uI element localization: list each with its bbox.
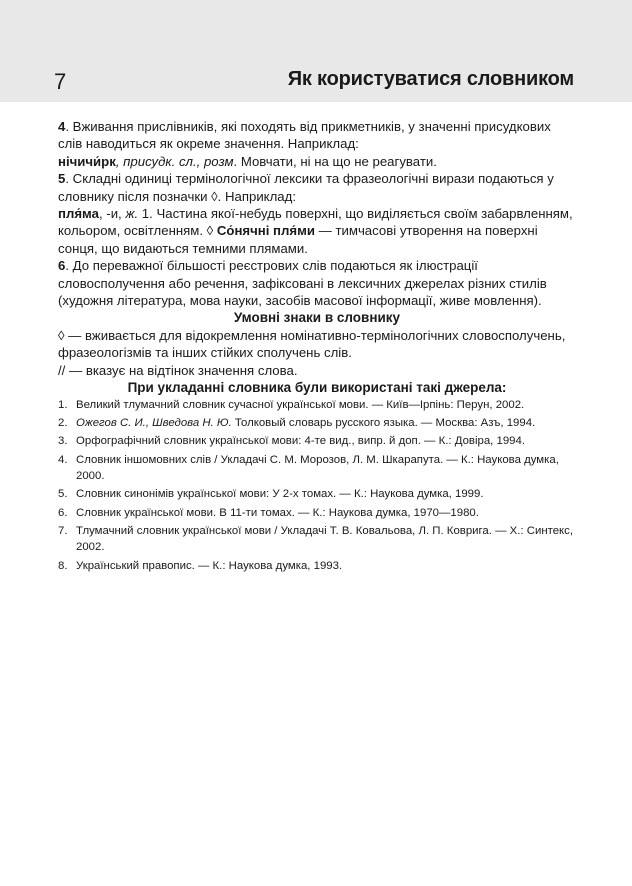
source-text: Толковый словарь русского языка. — Москва: Азъ, 1994. xyxy=(231,416,536,429)
example-definition: 1. Частина якої-небудь поверхні, що виділяється своїм забарвленням, кольором, освітленням. ◊ xyxy=(58,206,573,239)
rule-5 xyxy=(58,170,576,205)
page-content xyxy=(58,118,576,576)
source-number: 1. xyxy=(58,398,68,411)
rule-number: 5 xyxy=(58,171,66,187)
example-phrase: Со́нячні пля́ми xyxy=(216,223,315,239)
source-item xyxy=(58,433,576,449)
symbols-title: Умовні знаки в словнику xyxy=(233,310,401,326)
source-text: Словник української мови. В 11-ти томах. — К.: Наукова думка, 1970—1980. xyxy=(76,506,479,519)
source-number: 8. xyxy=(58,559,68,572)
sources-list xyxy=(58,397,576,574)
example-inflection: , -и, xyxy=(98,206,126,222)
source-item xyxy=(58,452,576,484)
rule-4-example xyxy=(58,153,576,170)
example-gender-label: ж. xyxy=(125,206,139,222)
source-author: Ожегов С. И., Шведова Н. Ю. xyxy=(76,416,232,429)
example-headword: нічичи́рк xyxy=(58,153,116,169)
rule-5-example xyxy=(58,205,576,257)
source-number: 6. xyxy=(58,506,68,519)
source-text: Словник синонімів української мови: У 2-х томах. — К.: Наукова думка, 1999. xyxy=(76,488,484,501)
rule-4 xyxy=(58,118,576,153)
source-number: 2. xyxy=(58,416,68,429)
rule-text: . Вживання прислівників, які походять від прикметників, у значенні присудкових слів наводиться як окреме значення. Наприклад: xyxy=(58,119,551,152)
source-number: 5. xyxy=(58,488,68,501)
source-item xyxy=(58,505,576,521)
rule-number: 6 xyxy=(58,258,66,274)
source-body xyxy=(76,415,576,431)
symbol-item: ◊ — вживається для відокремлення номінативно-термінологічних словосполучень, фразеологізмів та інших стійких сполучень слів. xyxy=(58,327,566,361)
page-header xyxy=(0,0,632,102)
example-phrase-definition: — тимчасові утворення на поверхні сонця, що видаються темними плямами. xyxy=(58,223,538,256)
source-text: Великий тлумачний словник сучасної української мови. — Київ—Ірпінь: Перун, 2002. xyxy=(76,398,525,411)
source-item xyxy=(58,397,576,413)
page-number: 7 xyxy=(54,69,67,94)
symbol-item: // — вказує на відтінок значення слова. xyxy=(58,362,298,378)
source-text: Словник іншомовних слів / Укладачі С. М. Морозов, Л. М. Шкарапута. — К.: Наукова думка, 2000. xyxy=(76,453,559,482)
source-number: 7. xyxy=(58,525,68,538)
sources-title: При укладанні словника були використані такі джерела: xyxy=(127,380,507,396)
rule-text: . До переважної більшості реєстрових слів подаються як ілюстрації словосполучення або речення, зафіксовані в лексичних джерелах різних стилів (художня література, мова науки, засобів масової інформації, живе мовлення). xyxy=(58,258,547,309)
example-headword: пля́ма xyxy=(58,206,99,222)
source-number: 3. xyxy=(58,435,68,448)
rule-number: 4 xyxy=(58,119,66,134)
source-text: Орфографічний словник української мови: 4-те вид., випр. й доп. — К.: Довіра, 1994. xyxy=(76,435,525,448)
source-item xyxy=(58,415,576,431)
source-text: Тлумачний словник української мови / Укладачі Т. В. Ковальова, Л. П. Коврига. — Х.: Синтекс, 2002. xyxy=(76,525,574,554)
example-definition: . Мовчати, ні на що не реагувати. xyxy=(233,153,437,169)
source-item xyxy=(58,558,576,574)
example-labels: , присудк. сл., розм xyxy=(115,153,234,169)
running-head-title: Як користуватися словником xyxy=(287,68,574,90)
source-text: Український правопис. — К.: Наукова думка, 1993. xyxy=(76,559,343,572)
rule-6 xyxy=(58,257,576,309)
rule-text: . Складні одиниці термінологічної лексики та фразеологічні вирази подаються у словнику після позначки ◊. Наприклад: xyxy=(58,171,554,204)
source-number: 4. xyxy=(58,453,68,466)
source-item xyxy=(58,523,576,555)
source-item xyxy=(58,486,576,502)
